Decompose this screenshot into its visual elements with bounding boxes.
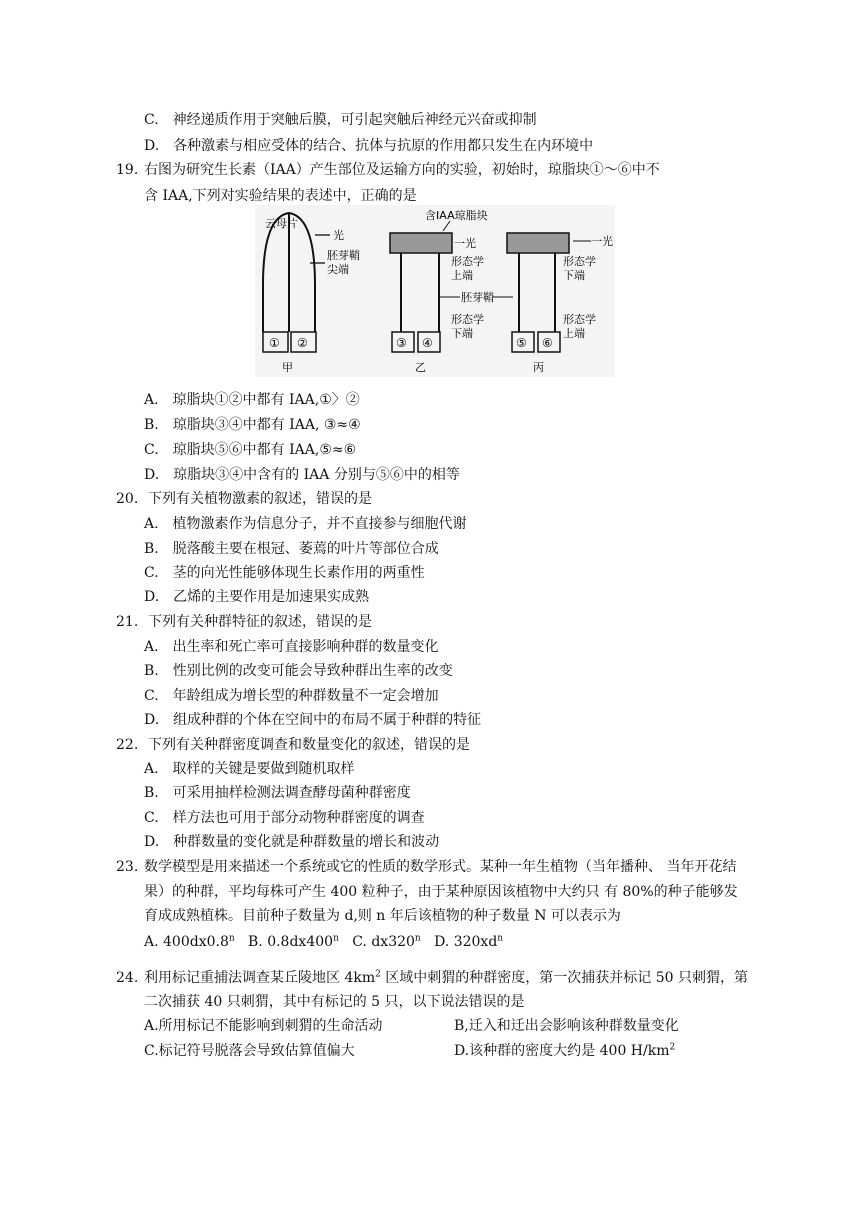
q20-option-d: D. 乙烯的主要作用是加速果实成熟 [144, 589, 370, 605]
svg-text:一光: 一光 [591, 235, 613, 248]
q19-option-b: B. 琼脂块③④中都有 IAA, ③≈④ [144, 417, 361, 433]
q24-option-a: A.所用标记不能影响到刺猬的生命活动 [144, 1018, 383, 1034]
q23-stem-line3: 育成成熟植株。目前种子数量为 d,则 n 年后该植物的种子数量 N 可以表示为 [144, 908, 621, 924]
coleoptile-label: 胚芽鞘 [461, 291, 494, 304]
svg-text:一光: 一光 [454, 237, 476, 250]
q23-stem-line2: 果）的种群，平均每株可产生 400 粒种子，由于某种原因该植物中大约只 有 80%的种子能够发 [144, 884, 738, 900]
svg-text:形态学: 形态学 [563, 255, 596, 268]
q24-option-c: C.标记符号脱落会导致估算值偏大 [144, 1043, 355, 1059]
q21-option-a: A. 出生率和死亡率可直接影响种群的数量变化 [144, 639, 439, 655]
q24-stem-line2: 二次捕获 40 只刺猬，其中有标记的 5 只，以下说法错误的是 [144, 994, 525, 1010]
q23-option-a: A. 400dx0.8 [144, 934, 229, 950]
q20-number: 20. [116, 491, 139, 507]
light-label-jia: 光 [333, 229, 344, 242]
q22-number: 22. [116, 737, 139, 753]
svg-text:上端: 上端 [451, 269, 473, 282]
mica-label: 云母片 [265, 217, 298, 230]
q21-number: 21. [116, 614, 139, 630]
q22-option-a: A. 取样的关键是要做到随机取样 [144, 761, 355, 777]
svg-text:②: ② [297, 336, 308, 350]
q21-option-b: B. 性别比例的改变可能会导致种群出生率的改变 [144, 663, 453, 679]
svg-text:④: ④ [422, 336, 433, 350]
q19-number: 19. [116, 162, 139, 178]
svg-text:形态学: 形态学 [451, 313, 484, 326]
svg-text:⑥: ⑥ [542, 336, 553, 350]
iaa-block-label: 含IAA琼脂块 [425, 209, 488, 222]
svg-text:①: ① [269, 336, 280, 350]
label-yi: 乙 [415, 361, 426, 374]
svg-text:上端: 上端 [563, 327, 585, 340]
q21-stem: 下列有关种群特征的叙述，错误的是 [148, 614, 372, 630]
svg-text:⑤: ⑤ [516, 336, 527, 350]
q19-option-a: A. 琼脂块①②中都有 IAA,①〉② [144, 392, 360, 408]
svg-text:形态学: 形态学 [451, 255, 484, 268]
q22-option-b: B. 可采用抽样检测法调查酵母菌种群密度 [144, 785, 411, 801]
q18-option-c: C. 神经递质作用于突触后膜，可引起突触后神经元兴奋或抑制 [144, 112, 537, 128]
q23-option-d: D. 320xd [434, 934, 498, 950]
q22-option-d: D. 种群数量的变化就是种群数量的增长和波动 [144, 834, 440, 850]
q23-option-c: C. dx320 [352, 934, 415, 950]
q22-stem: 下列有关种群密度调查和数量变化的叙述，错误的是 [148, 737, 470, 753]
q24-number: 24. [116, 970, 139, 986]
q24-option-b: B,迁入和迁出会影响该种群数量变化 [454, 1018, 679, 1034]
svg-text:形态学: 形态学 [563, 313, 596, 326]
q18-option-d: D. 各种激素与相应受体的结合、抗体与抗原的作用都只发生在内环境中 [144, 138, 594, 154]
q21-option-c: C. 年龄组成为增长型的种群数量不一定会增加 [144, 688, 439, 704]
coleoptile-tip-label: 胚芽鞘 [327, 249, 360, 262]
label-jia: 甲 [282, 361, 293, 374]
q21-option-d: D. 组成种群的个体在空间中的布局不属于种群的特征 [144, 712, 482, 728]
q19-option-d: D. 琼脂块③④中含有的 IAA 分别与⑤⑥中的相等 [144, 467, 460, 483]
svg-text:下端: 下端 [451, 327, 473, 340]
q19-stem-line2: 含 IAA,下列对实验结果的表述中，正确的是 [144, 188, 417, 204]
tip-label: 尖端 [327, 263, 349, 276]
q24-stem-line1: 利用标记重捕法调查某丘陵地区 $4km^2$ 区域中刺猬的种群密度，第一次捕获并标记 50 只刺猬，第 [144, 969, 749, 986]
q24-option-d: D.该种群的密度大约是 400 $H/km^2$ [454, 1042, 676, 1059]
q22-option-c: C. 样方法也可用于部分动物种群密度的调查 [144, 810, 425, 826]
iaa-experiment-figure [255, 205, 615, 377]
q19-stem-line1: 右图为研究生长素（IAA）产生部位及运输方向的实验，初始时，琼脂块①～⑥中不 [144, 162, 660, 178]
q20-option-b: B. 脱落酸主要在根冠、萎蔫的叶片等部位合成 [144, 541, 439, 557]
q23-stem-line1: 数学模型是用来描述一个系统或它的性质的数学形式。某种一年生植物（当年播种、 当年开花结 [144, 859, 737, 875]
q20-option-a: A. 植物激素作为信息分子，并不直接参与细胞代谢 [144, 516, 467, 532]
q20-stem: 下列有关植物激素的叙述，错误的是 [148, 491, 372, 507]
iaa-block-yi [390, 233, 452, 253]
iaa-block-bing [507, 233, 569, 253]
q20-option-c: C. 茎的向光性能够体现生长素作用的两重性 [144, 565, 425, 581]
label-bing: 丙 [533, 361, 544, 374]
q19-option-c: C. 琼脂块⑤⑥中都有 IAA,⑤≈⑥ [144, 442, 357, 458]
q23-options: A. 400dx0.8$^n$ B. 0.8dx400$^n$ C. dx320$^n$ D. $320xd^n$ [144, 933, 504, 950]
q23-number: 23. [116, 859, 139, 875]
svg-text:③: ③ [396, 336, 407, 350]
q23-option-b: B. 0.8dx400 [248, 934, 334, 950]
svg-text:下端: 下端 [563, 269, 585, 282]
